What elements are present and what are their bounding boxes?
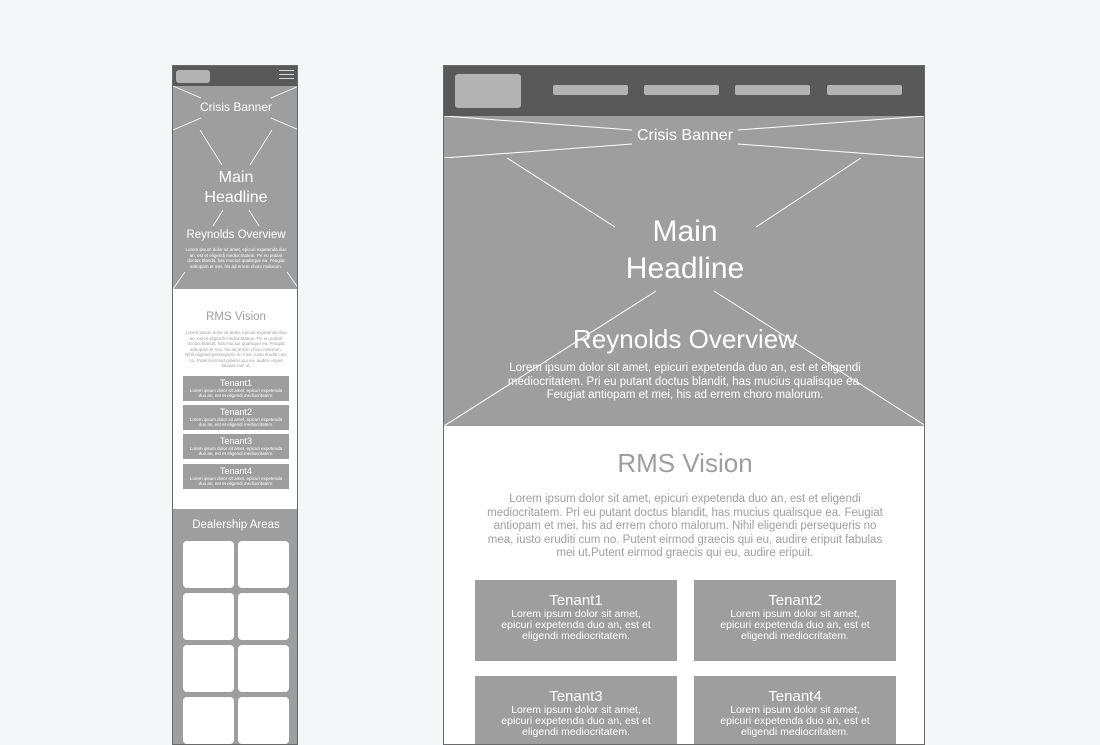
mobile-tenant-card[interactable] bbox=[183, 434, 289, 459]
mobile-wireframe bbox=[172, 65, 298, 745]
mobile-tenant-card[interactable] bbox=[183, 464, 289, 489]
tenant-title: Tenant4 bbox=[768, 688, 822, 705]
tenant-text: Lorem ipsum dolor sit amet, epicuri expetenda duo an, est et eligendi mediocritatem. bbox=[189, 388, 283, 398]
mobile-tenant-card[interactable] bbox=[183, 405, 289, 430]
mobile-crisis-banner-label: Crisis Banner bbox=[199, 100, 273, 114]
mobile-overview-title: Reynolds Overview bbox=[186, 229, 286, 241]
nav-link-placeholder[interactable] bbox=[827, 85, 902, 95]
dealership-tile[interactable] bbox=[238, 541, 289, 588]
desktop-wireframe bbox=[443, 65, 925, 745]
mobile-headline-line2: Headline bbox=[204, 189, 268, 206]
desktop-headline-line1: Main bbox=[652, 215, 718, 248]
desktop-vision-title: RMS Vision bbox=[617, 448, 753, 478]
desktop-main-headline bbox=[444, 213, 925, 287]
desktop-logo-placeholder[interactable] bbox=[455, 74, 521, 108]
dealership-tile[interactable] bbox=[238, 593, 289, 640]
mobile-vision-title: RMS Vision bbox=[206, 311, 266, 323]
desktop-tenant-card[interactable] bbox=[694, 676, 896, 745]
dealership-tile[interactable] bbox=[238, 645, 289, 692]
mobile-logo-placeholder[interactable] bbox=[176, 70, 210, 83]
desktop-headline-line2: Headline bbox=[625, 252, 745, 285]
mobile-overview-text: Lorem ipsum dolor sit amet, epicuri expetenda duo an, est et eligendi mediocritatem. Pri eu putant doctus blandit, has mucius qualisque ea. Feugiat antiopam et mei, his ad errem choro malorum. bbox=[185, 247, 287, 269]
desktop-overview-text: Lorem ipsum dolor sit amet, epicuri expetenda duo an, est et eligendi mediocritatem. Pri eu putant doctus blandit, has mucius qualisque ea. Feugiat antiopam et mei, his ad errem choro malorum. bbox=[507, 362, 863, 401]
dealership-tile[interactable] bbox=[238, 697, 289, 744]
desktop-crisis-banner-label: Crisis Banner bbox=[636, 127, 734, 144]
mobile-headline-line1: Main bbox=[218, 169, 254, 186]
desktop-vision-section bbox=[444, 426, 925, 745]
desktop-nav-bar bbox=[444, 66, 925, 116]
desktop-crisis-banner bbox=[444, 116, 925, 159]
desktop-overview-title: Reynolds Overview bbox=[573, 324, 797, 354]
tenant-title: Tenant3 bbox=[549, 688, 603, 705]
nav-link-placeholder[interactable] bbox=[553, 85, 628, 95]
tenant-title: Tenant1 bbox=[549, 592, 603, 609]
tenant-text: Lorem ipsum dolor sit amet, epicuri expetenda duo an, est et eligendi mediocritatem. bbox=[189, 476, 283, 486]
tenant-title: Tenant2 bbox=[219, 407, 253, 417]
tenant-title: Tenant1 bbox=[219, 378, 253, 388]
mobile-main-headline bbox=[173, 168, 298, 208]
desktop-tenant-card[interactable] bbox=[694, 580, 896, 661]
mobile-hero bbox=[173, 130, 298, 289]
mobile-vision-text: Lorem ipsum dolor sit amet, epicuri expetenda duo an, est et eligendi mediocritatem. Pri eu putant doctus blandit, has mucius qualisque ea. Feugiat antiopam et mei, his ad errem choro malorum. Nihil eligendi persequeris no mea, iusto eruditi cum no. Putent eirmod graecis qui eu, audire eripuit fabulas mei ut. bbox=[185, 330, 287, 368]
tenant-text: Lorem ipsum dolor sit amet, epicuri expetenda duo an, est et eligendi mediocritatem. bbox=[501, 608, 651, 642]
hamburger-menu-icon[interactable] bbox=[279, 70, 294, 82]
dealership-tile[interactable] bbox=[183, 593, 234, 640]
mobile-vision-section bbox=[173, 289, 298, 509]
tenant-title: Tenant3 bbox=[219, 436, 253, 446]
dealership-tile[interactable] bbox=[183, 541, 234, 588]
desktop-vision-text: Lorem ipsum dolor sit amet, epicuri expetenda duo an, est et eligendi mediocritatem. Pri eu putant doctus blandit, has mucius qualisque ea. Feugiat antiopam et mei, his ad errem choro malorum. Nihil eligendi persequeris no mea, iusto eruditi cum no. Putent eirmod graecis qui eu, audire eripuit fabulas mei ut.Putent eirmod graecis qui eu, audire eripuit. bbox=[487, 493, 883, 560]
desktop-tenant-card[interactable] bbox=[475, 580, 677, 661]
dealership-tile[interactable] bbox=[183, 645, 234, 692]
dealership-tile[interactable] bbox=[183, 697, 234, 744]
nav-link-placeholder[interactable] bbox=[644, 85, 719, 95]
nav-link-placeholder[interactable] bbox=[735, 85, 810, 95]
tenant-title: Tenant4 bbox=[219, 466, 253, 476]
mobile-tenant-card[interactable] bbox=[183, 376, 289, 401]
tenant-text: Lorem ipsum dolor sit amet, epicuri expetenda duo an, est et eligendi mediocritatem. bbox=[720, 704, 870, 738]
desktop-tenant-card[interactable] bbox=[475, 676, 677, 745]
mobile-crisis-banner bbox=[173, 86, 298, 131]
mobile-nav-bar bbox=[173, 66, 298, 86]
mobile-dealership-areas bbox=[173, 509, 298, 745]
desktop-hero bbox=[444, 158, 925, 426]
tenant-text: Lorem ipsum dolor sit amet, epicuri expetenda duo an, est et eligendi mediocritatem. bbox=[189, 446, 283, 456]
tenant-text: Lorem ipsum dolor sit amet, epicuri expetenda duo an, est et eligendi mediocritatem. bbox=[501, 704, 651, 738]
tenant-text: Lorem ipsum dolor sit amet, epicuri expetenda duo an, est et eligendi mediocritatem. bbox=[189, 417, 283, 427]
tenant-title: Tenant2 bbox=[768, 592, 822, 609]
tenant-text: Lorem ipsum dolor sit amet, epicuri expetenda duo an, est et eligendi mediocritatem. bbox=[720, 608, 870, 642]
dealership-areas-title: Dealership Areas bbox=[192, 519, 280, 531]
